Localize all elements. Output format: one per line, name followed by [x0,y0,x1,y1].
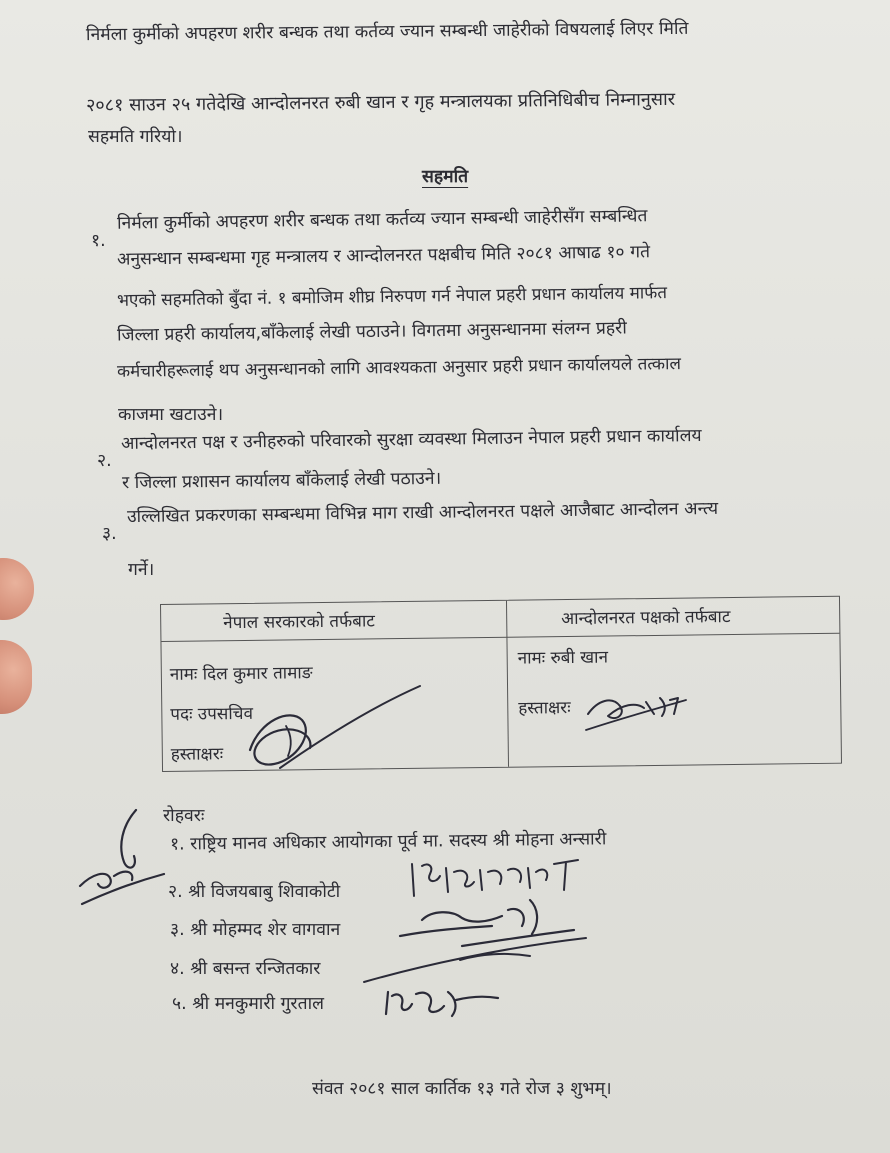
point-1-line-1: निर्मला कुर्मीको अपहरण शरीर बन्धक तथा कर्तव्य ज्यान सम्बन्धी जाहेरीसँग सम्बन्धित [116,206,648,234]
protest-signature-mark [582,686,692,736]
point-2-line-2: र जिल्ला प्रशासन कार्यालय बाँकेलाई लेखी पठाउने। [121,468,442,494]
protest-name: नामः रुबी खान [517,647,609,669]
protest-signature-label: हस्ताक्षरः [518,697,571,719]
intro-line-3: सहमति गरियो। [88,127,183,147]
point-2-number: २. [97,451,112,471]
point-1-line-2: अनुसन्धान सम्बन्धमा गृह मन्त्रालय र आन्दोलनरत पक्षबीच मिति २०८१ आषाढ १० गते [116,242,651,270]
gov-designation: पदः उपसचिव [170,703,254,725]
witness-item-4: ४. श्री बसन्त रन्जितकार [170,959,321,979]
witness-item-3: ३. श्री मोहम्मद शेर वागवान [170,920,341,940]
footer-date: संवत २०८१ साल कार्तिक १३ गते रोज ३ शुभम्। [312,1079,612,1099]
witness-item-1: १. राष्ट्रिय मानव अधिकार आयोगका पूर्व मा. सदस्य श्री मोहना अन्सारी [169,829,607,855]
table-column-divider [506,601,509,767]
gov-name: नामः दिल कुमार तामाङ [169,663,313,685]
thumb [0,640,32,714]
point-3-number: ३. [102,524,117,544]
gov-side-header: नेपाल सरकारको तर्फबाट [223,611,375,634]
gov-signature-mark [230,680,430,780]
heading: सहमति [422,167,469,187]
intro-line-2: २०८१ साउन २५ गतेदेखि आन्दोलनरत रुबी खान र गृह मन्त्रालयका प्रतिनिधिबीच निम्नानुसार [85,88,676,117]
point-1-line-4: जिल्ला प्रहरी कार्यालय,बाँकेलाई लेखी पठाउने। विगतमा अनुसन्धानमा संलग्न प्रहरी [116,318,627,346]
point-2-line-1: आन्दोलनरत पक्ष र उनीहरुको परिवारको सुरक्षा व्यवस्था मिलाउन नेपाल प्रहरी प्रधान कार्यालय [120,425,702,455]
point-1-line-5: कर्मचारीहरूलाई थप अनुसन्धानको लागि आवश्यकता अनुसार प्रहरी प्रधान कार्यालयले तत्काल [116,354,682,382]
witness-label: रोहवरः [163,806,205,826]
witness-item-5: ५. श्री मनकुमारी गुरताल [172,994,324,1014]
point-3-line-2: गर्ने। [128,560,155,580]
witness-1-signature-mark [72,806,172,910]
intro-line-1: निर्मला कुर्मीको अपहरण शरीर बन्धक तथा कर्तव्य ज्यान सम्बन्धी जाहेरीको विषयलाई लिएर मिति [85,18,689,46]
protest-side-header: आन्दोलनरत पक्षको तर्फबाट [561,607,731,630]
table-row-divider [161,633,839,642]
witness-item-2: २. श्री विजयबाबु शिवाकोटी [168,882,341,902]
point-3-line-1: उल्लिखित प्रकरणका सम्बन्धमा विभिन्न माग राखी आन्दोलनरत पक्षले आजैबाट आन्दोलन अन्त्य [126,498,719,528]
point-1-line-6: काजमा खटाउने। [118,405,224,425]
point-1-number: १. [91,231,106,251]
gov-signature-label: हस्ताक्षरः [170,744,224,765]
thumb [0,558,34,620]
witness-5-signature-mark [382,986,502,1022]
witness-4-signature-mark [360,930,590,990]
point-1-line-3: भएको सहमतिको बुँदा नं. १ बमोजिम शीघ्र निरुपण गर्न नेपाल प्रहरी प्रधान कार्यालय मार्फत [116,283,668,311]
